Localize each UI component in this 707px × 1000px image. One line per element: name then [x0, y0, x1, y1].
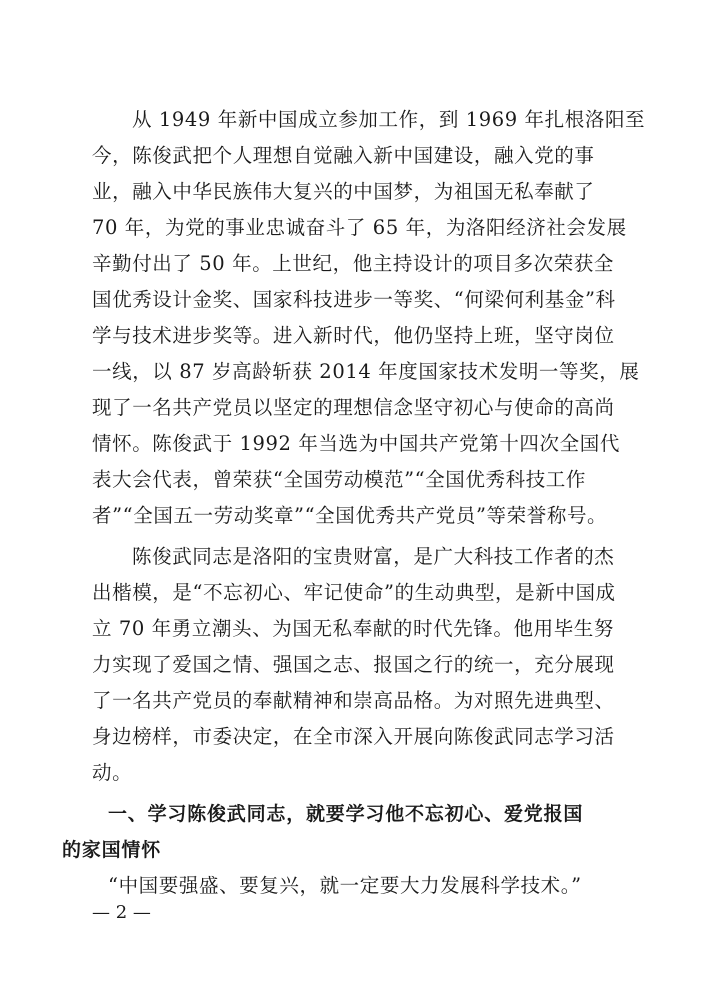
- text-line: 了一名共产党员的奉献精神和崇高品格。为对照先进典型、: [92, 689, 615, 712]
- text-line: 立 70 年勇立潮头、为国无私奉献的时代先锋。他用毕生努: [92, 617, 615, 640]
- section-heading: 一、学习陈俊武同志，就要学习他不忘初心、爱党报国: [108, 803, 584, 825]
- text-line: 现了一名共产党员以坚定的理想信念坚守初心与使命的高尚: [92, 396, 615, 419]
- page-number: — 2 —: [92, 902, 151, 923]
- text-line: 出楷模，是“不忘初心、牢记使命”的生动典型，是新中国成: [92, 581, 616, 604]
- text-line: “中国要强盛、要复兴，就一定要大力发展科学技术。”: [108, 874, 582, 897]
- text-line: 力实现了爱国之情、强国之志、报国之行的统一，充分展现: [92, 653, 615, 676]
- text-line: 者”“全国五一劳动奖章”“全国优秀共产党员”等荣誉称号。: [92, 504, 608, 527]
- text-line: 国优秀设计金奖、国家科技进步一等奖、“何梁何利基金”科: [92, 288, 616, 311]
- text-line: 表大会代表，曾荣获“全国劳动模范”“全国优秀科技工作: [92, 468, 587, 491]
- section-heading: 的家国情怀: [62, 839, 162, 861]
- text-line: 70 年，为党的事业忠诚奋斗了 65 年，为洛阳经济社会发展: [92, 216, 627, 239]
- text-line: 身边榜样，市委决定，在全市深入开展向陈俊武同志学习活: [92, 725, 615, 748]
- text-line: 陈俊武同志是洛阳的宝贵财富，是广大科技工作者的杰: [132, 545, 615, 568]
- text-line: 学与技术进步奖等。进入新时代，他仍坚持上班，坚守岗位: [92, 324, 615, 347]
- text-line: 情怀。陈俊武于 1992 年当选为中国共产党第十四次全国代: [92, 432, 620, 455]
- text-line: 一线，以 87 岁高龄斩获 2014 年度国家技术发明一等奖，展: [92, 360, 640, 383]
- text-line: 从 1949 年新中国成立参加工作，到 1969 年扎根洛阳至: [132, 108, 646, 131]
- text-line: 辛勤付出了 50 年。上世纪，他主持设计的项目多次荣获全: [92, 252, 615, 275]
- text-line: 今，陈俊武把个人理想自觉融入新中国建设，融入党的事: [92, 144, 595, 167]
- text-line: 动。: [92, 761, 133, 784]
- text-line: 业，融入中华民族伟大复兴的中国梦，为祖国无私奉献了: [92, 180, 595, 203]
